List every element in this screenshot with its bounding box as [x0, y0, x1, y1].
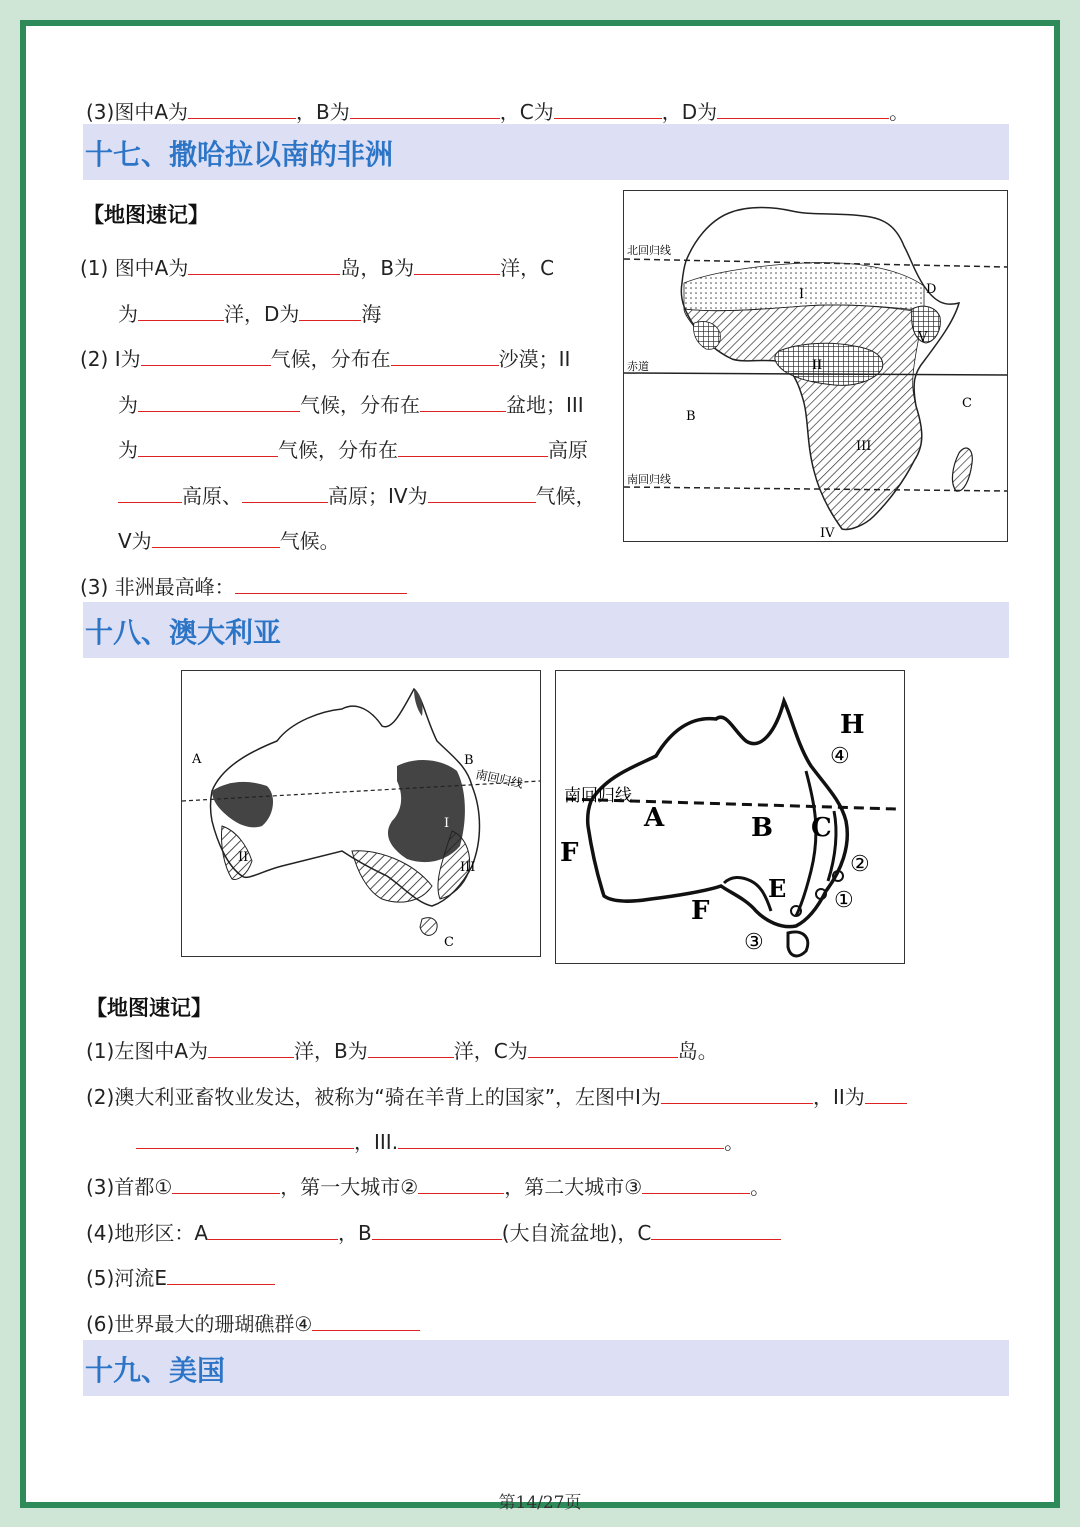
- australia-outline-right: [588, 701, 848, 927]
- africa-map: [623, 190, 1008, 542]
- text: 。: [889, 100, 910, 124]
- blank[interactable]: [118, 482, 182, 503]
- section-17-subtitle: 【地图速记】: [83, 203, 209, 227]
- blank[interactable]: [528, 1037, 678, 1058]
- blank[interactable]: [428, 482, 536, 503]
- blank[interactable]: [865, 1083, 907, 1104]
- label-F-south: F: [691, 896, 710, 926]
- blank[interactable]: [414, 254, 500, 275]
- text: 海: [361, 302, 382, 326]
- blank[interactable]: [312, 1310, 420, 1331]
- section-19-title: 十九、美国: [85, 1354, 226, 1387]
- text: ，D为: [661, 100, 718, 124]
- label-I: I: [799, 287, 805, 302]
- text: (2)澳大利亚畜牧业发达，被称为“骑在羊背上的国家”，左图中I为: [86, 1085, 661, 1109]
- text: (大自流盆地)，C: [501, 1221, 652, 1245]
- q18-2-line2: [136, 1128, 744, 1156]
- q17-2-line4: [118, 482, 596, 510]
- section-18-title: 十八、澳大利亚: [85, 616, 282, 649]
- section-17-title: 十七、撒哈拉以南的非洲: [85, 138, 394, 171]
- text: 气候。: [279, 529, 340, 553]
- text: 为: [118, 438, 138, 462]
- text: 洋，C: [500, 256, 555, 280]
- text: (1) 图中A为: [80, 256, 189, 280]
- text: 气候，分布在: [300, 393, 420, 417]
- text: ，B为: [296, 100, 350, 124]
- q18-6: [86, 1310, 420, 1338]
- blank[interactable]: [391, 345, 499, 366]
- madagascar: [952, 448, 972, 491]
- text: (6)世界最大的珊瑚礁群④: [86, 1312, 313, 1336]
- north-tropic-label: 北回归线: [627, 244, 671, 257]
- section-18-header: [83, 602, 1009, 658]
- q18-5: [86, 1264, 275, 1292]
- q16-line-3: [86, 98, 909, 126]
- text: 洋，C为: [453, 1039, 528, 1063]
- q18-4: [86, 1219, 781, 1247]
- blank[interactable]: [398, 436, 548, 457]
- label-C-right: C: [811, 813, 832, 843]
- text: ，II为: [812, 1085, 865, 1109]
- q17-1-line2: [118, 300, 381, 328]
- text: (3)首都①: [86, 1175, 173, 1199]
- city-2: ②: [850, 852, 870, 877]
- label-C: C: [962, 396, 972, 411]
- q17-2-line3: [118, 436, 588, 464]
- blank[interactable]: [368, 1037, 454, 1058]
- text: ，C为: [499, 100, 554, 124]
- q18-2-line1: [86, 1083, 907, 1111]
- text: 高原、: [182, 484, 242, 508]
- blank[interactable]: [138, 436, 278, 457]
- blank-a[interactable]: [188, 98, 296, 119]
- label-IV: IV: [820, 526, 835, 541]
- blank[interactable]: [167, 1264, 275, 1285]
- australia-map-left: [181, 670, 541, 957]
- text: 为: [118, 302, 138, 326]
- blank[interactable]: [642, 1173, 750, 1194]
- blank[interactable]: [141, 345, 271, 366]
- australia-map-right: [555, 670, 905, 964]
- text: 高原: [548, 438, 588, 462]
- blank-c[interactable]: [554, 98, 662, 119]
- label-II: II: [812, 358, 823, 373]
- q17-1-line1: [80, 254, 554, 282]
- blank[interactable]: [138, 391, 300, 412]
- label-A-left: A: [192, 752, 202, 767]
- text: 。: [724, 1130, 745, 1154]
- label-F-west: F: [560, 838, 579, 868]
- reef-4: ④: [830, 744, 850, 769]
- q17-2-line5: [118, 527, 340, 555]
- blank[interactable]: [136, 1128, 354, 1149]
- text: 洋，B为: [294, 1039, 368, 1063]
- blank[interactable]: [242, 482, 328, 503]
- blank[interactable]: [152, 527, 280, 548]
- city-1: ①: [834, 888, 854, 913]
- text: 气候，分布在: [270, 347, 391, 371]
- africa-map-svg: [624, 191, 1007, 541]
- text: 高原；IV为: [328, 484, 428, 508]
- blank[interactable]: [235, 573, 407, 594]
- blank-b[interactable]: [350, 98, 500, 119]
- text: 岛，B为: [340, 256, 415, 280]
- south-tropic-label: 南回归线: [627, 473, 671, 486]
- label-III: III: [856, 439, 872, 454]
- tasmania-left: [420, 918, 437, 936]
- page-number: 第14/27页: [498, 1493, 582, 1513]
- text: 为: [118, 393, 138, 417]
- section-19-header: [83, 1340, 1009, 1396]
- q18-3: [86, 1173, 770, 1201]
- q17-2-line2: [118, 391, 584, 419]
- label-B-right: B: [751, 813, 773, 843]
- text: ，B: [338, 1221, 372, 1245]
- text: 气候，分布在: [278, 438, 398, 462]
- blank[interactable]: [420, 391, 506, 412]
- tropic-label-right: 南回归线: [564, 786, 632, 806]
- label-B-left: B: [464, 753, 474, 768]
- text: 。: [750, 1175, 771, 1199]
- text: (5)河流E: [86, 1266, 167, 1290]
- blank[interactable]: [661, 1083, 813, 1104]
- blank[interactable]: [208, 1037, 294, 1058]
- section-18-subtitle: 【地图速记】: [86, 996, 212, 1020]
- text: (3)图中A为: [86, 100, 189, 124]
- text: 沙漠；II: [498, 347, 571, 371]
- label-C-left: C: [444, 935, 454, 950]
- label-H: H: [840, 710, 865, 740]
- label-D: D: [926, 282, 937, 297]
- city-3: ③: [744, 930, 764, 955]
- q18-1: [86, 1037, 718, 1065]
- text: 气候，: [535, 484, 596, 508]
- q17-3-line: [80, 573, 407, 601]
- q17-2-line1: [80, 345, 570, 373]
- label-II-left: II: [238, 850, 249, 865]
- text: ，III.: [354, 1130, 399, 1154]
- label-A-right: A: [644, 803, 665, 833]
- blank[interactable]: [172, 1173, 280, 1194]
- blank[interactable]: [418, 1173, 504, 1194]
- zone-II: [775, 343, 883, 385]
- blank[interactable]: [372, 1219, 502, 1240]
- blank[interactable]: [398, 1128, 724, 1149]
- australia-right-svg: [556, 671, 904, 963]
- blank[interactable]: [188, 254, 340, 275]
- text: 盆地；III: [506, 393, 584, 417]
- text: (2) I为: [80, 347, 141, 371]
- text: 岛。: [677, 1039, 718, 1063]
- blank[interactable]: [299, 300, 361, 321]
- blank[interactable]: [208, 1219, 338, 1240]
- label-E: E: [768, 874, 787, 903]
- blank-d[interactable]: [717, 98, 889, 119]
- tropic-label-left: 南回归线: [474, 767, 525, 791]
- label-V: V: [918, 330, 928, 345]
- text: (1)左图中A为: [86, 1039, 209, 1063]
- text: V为: [118, 529, 152, 553]
- blank[interactable]: [138, 300, 224, 321]
- section-17-header: [83, 124, 1009, 180]
- text: ，第二大城市③: [504, 1175, 643, 1199]
- tasmania-right: [788, 932, 808, 956]
- australia-left-svg: [182, 671, 540, 956]
- text: (3) 非洲最高峰：: [80, 575, 235, 599]
- equator-label: 赤道: [627, 360, 649, 373]
- label-B: B: [686, 409, 696, 424]
- text: ，第一大城市②: [280, 1175, 419, 1199]
- text: (4)地形区：A: [86, 1221, 209, 1245]
- blank[interactable]: [651, 1219, 781, 1240]
- page: [20, 20, 1060, 1513]
- text: 洋，D为: [224, 302, 300, 326]
- label-I-left: I: [444, 816, 450, 831]
- label-III-left: III: [460, 860, 476, 875]
